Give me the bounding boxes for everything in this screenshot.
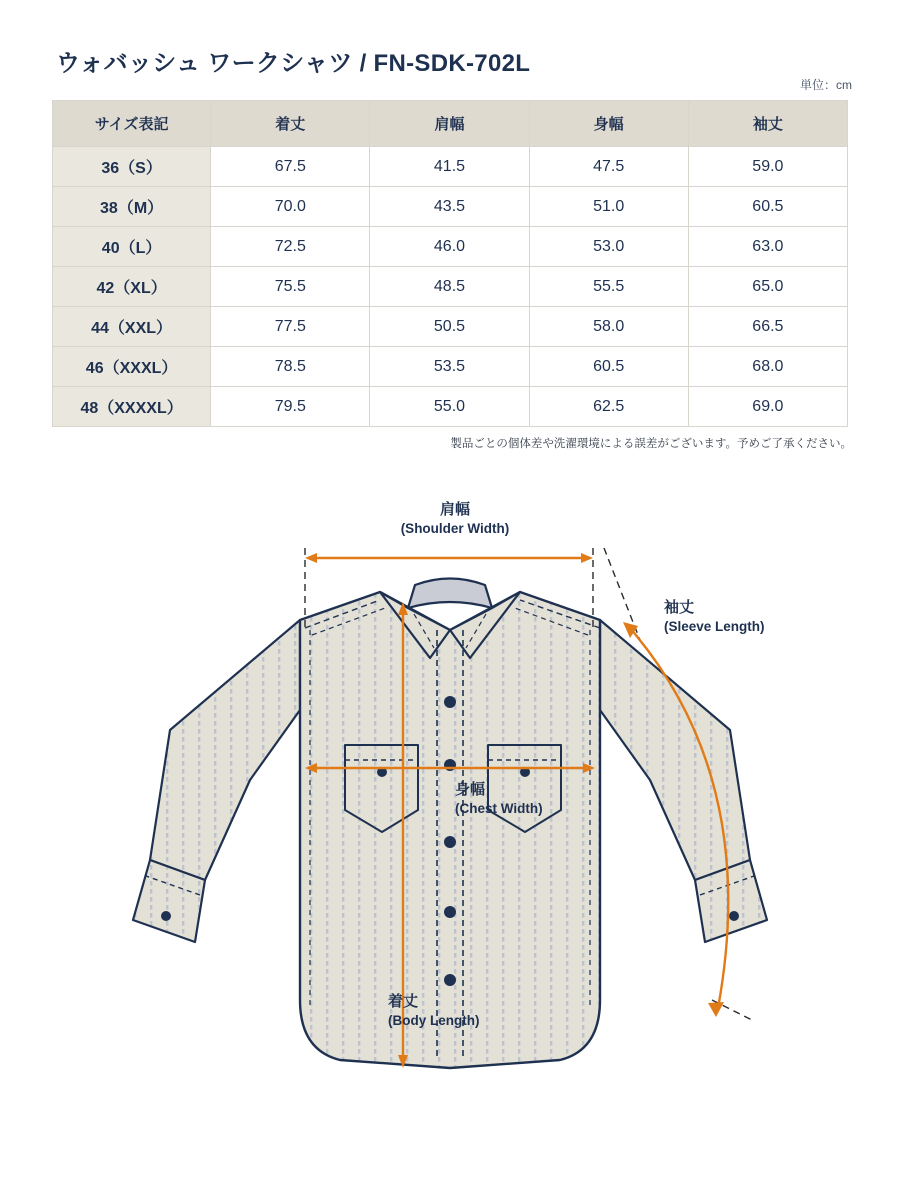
column-header-sleeve-length: 袖丈 xyxy=(688,101,847,147)
cell-shoulder-width: 50.5 xyxy=(370,307,529,347)
front-button xyxy=(444,836,456,848)
table-row xyxy=(53,387,848,427)
label-shoulder-width xyxy=(345,500,565,538)
front-button xyxy=(444,696,456,708)
cell-sleeve-length: 68.0 xyxy=(688,347,847,387)
table-row xyxy=(53,147,848,187)
label-body-length xyxy=(388,992,568,1030)
cell-shoulder-width: 41.5 xyxy=(370,147,529,187)
table-row xyxy=(53,267,848,307)
size-table xyxy=(52,100,848,427)
label-chest-width xyxy=(455,780,635,818)
cell-size: 38（M） xyxy=(53,187,211,227)
cell-size: 48（XXXXL） xyxy=(53,387,211,427)
cell-sleeve-length: 63.0 xyxy=(688,227,847,267)
label-shoulder-width-jp: 肩幅 xyxy=(439,501,470,518)
table-header-row xyxy=(53,101,848,147)
cell-chest-width: 60.5 xyxy=(529,347,688,387)
shirt-illustration-svg xyxy=(0,480,900,1140)
column-header-size: サイズ表記 xyxy=(53,101,211,147)
cell-body-length: 67.5 xyxy=(211,147,370,187)
cell-chest-width: 58.0 xyxy=(529,307,688,347)
cell-body-length: 72.5 xyxy=(211,227,370,267)
table-row xyxy=(53,347,848,387)
cell-body-length: 79.5 xyxy=(211,387,370,427)
cell-body-length: 78.5 xyxy=(211,347,370,387)
cell-sleeve-length: 66.5 xyxy=(688,307,847,347)
column-header-body-length: 着丈 xyxy=(211,101,370,147)
table-row xyxy=(53,187,848,227)
right-sleeve xyxy=(600,620,750,880)
cell-shoulder-width: 53.5 xyxy=(370,347,529,387)
cell-body-length: 77.5 xyxy=(211,307,370,347)
label-body-length-jp: 着丈 xyxy=(388,993,419,1010)
column-header-chest-width: 身幅 xyxy=(529,101,688,147)
cell-size: 44（XXL） xyxy=(53,307,211,347)
front-button xyxy=(444,759,456,771)
cell-shoulder-width: 46.0 xyxy=(370,227,529,267)
cell-chest-width: 51.0 xyxy=(529,187,688,227)
cell-body-length: 70.0 xyxy=(211,187,370,227)
cell-shoulder-width: 55.0 xyxy=(370,387,529,427)
label-chest-width-jp: 身幅 xyxy=(455,781,486,798)
label-sleeve-length-en: (Sleeve Length) xyxy=(664,619,765,635)
cell-chest-width: 55.5 xyxy=(529,267,688,307)
table-row xyxy=(53,307,848,347)
cell-chest-width: 62.5 xyxy=(529,387,688,427)
cell-size: 40（L） xyxy=(53,227,211,267)
collar-band xyxy=(408,579,492,609)
label-sleeve-length xyxy=(664,598,844,636)
label-chest-width-en: (Chest Width) xyxy=(455,801,543,817)
measurement-disclaimer: 製品ごとの個体差や洗濯環境による誤差がございます。予めご了承ください。 xyxy=(450,438,852,450)
cell-sleeve-length: 69.0 xyxy=(688,387,847,427)
cell-sleeve-length: 60.5 xyxy=(688,187,847,227)
table-row xyxy=(53,227,848,267)
label-shoulder-width-en: (Shoulder Width) xyxy=(400,521,510,537)
right-cuff-button xyxy=(729,911,739,921)
unit-note: 単位：cm xyxy=(800,78,852,92)
shoulder-width-arrow xyxy=(305,553,593,563)
cell-size: 36（S） xyxy=(53,147,211,187)
page-title: ウォバッシュ ワークシャツ / FN-SDK-702L xyxy=(56,50,531,77)
cell-sleeve-length: 59.0 xyxy=(688,147,847,187)
label-body-length-en: (Body Length) xyxy=(388,1013,480,1029)
cell-chest-width: 53.0 xyxy=(529,227,688,267)
cell-size: 46（XXXL） xyxy=(53,347,211,387)
size-table-container xyxy=(52,100,848,427)
cell-sleeve-length: 65.0 xyxy=(688,267,847,307)
front-button xyxy=(444,974,456,986)
cell-shoulder-width: 48.5 xyxy=(370,267,529,307)
front-button xyxy=(444,906,456,918)
cell-shoulder-width: 43.5 xyxy=(370,187,529,227)
shirt-diagram xyxy=(0,480,900,1140)
label-sleeve-length-jp: 袖丈 xyxy=(664,599,695,616)
column-header-shoulder-width: 肩幅 xyxy=(370,101,529,147)
left-sleeve xyxy=(150,620,300,880)
left-cuff-button xyxy=(161,911,171,921)
cell-size: 42（XL） xyxy=(53,267,211,307)
cell-body-length: 75.5 xyxy=(211,267,370,307)
cell-chest-width: 47.5 xyxy=(529,147,688,187)
